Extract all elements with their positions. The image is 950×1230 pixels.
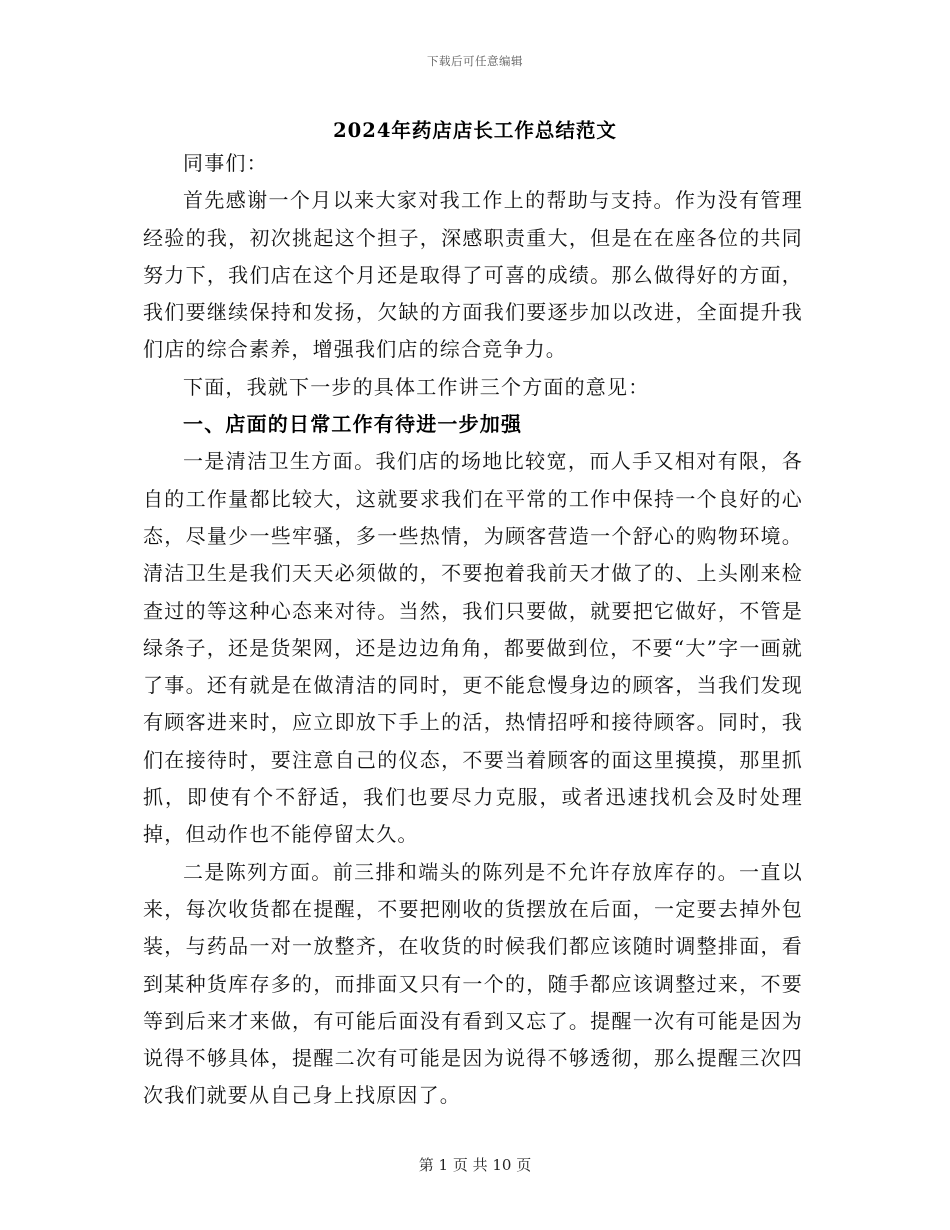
paragraph-display: 二是陈列方面。前三排和端头的陈列是不允许存放库存的。一直以来，每次收货都在提醒，不要把刚收的货摆放在后面，一定要去掉外包装，与药品一对一放整齐，在收货的时候我们都应该随时调整排面，看到某种货库存多的，而排面又只有一个的，随手都应该调整过来，不要等到后来才来做，有可能后面没有看到又忘了。提醒一次有可能是因为说得不够具体，提醒二次有可能是因为说得不够透彻，那么提醒三次四次我们就要从自己身上找原因了。 bbox=[143, 859, 803, 1108]
header-note: 下载后可任意编辑 bbox=[427, 54, 523, 68]
salutation: 同事们： bbox=[183, 151, 268, 175]
page-footer: 第 1 页 共 10 页 bbox=[418, 1156, 532, 1174]
paragraph-intro: 首先感谢一个月以来大家对我工作上的帮助与支持。作为没有管理经验的我，初次挑起这个担子，深感职责重大，但是在在座各位的共同努力下，我们店在这个月还是取得了可喜的成绩。那么做得好的方面，我们要继续保持和发扬，欠缺的方面我们要逐步加以改进，全面提升我们店的综合素养，增强我们店的综合竞争力。 bbox=[143, 188, 803, 362]
paragraph-cleaning: 一是清洁卫生方面。我们店的场地比较宽，而人手又相对有限，各自的工作量都比较大，这就要求我们在平常的工作中保持一个良好的心态，尽量少一些牢骚，多一些热情，为顾客营造一个舒心的购物环境。清洁卫生是我们天天必须做的，不要抱着我前天才做了的、上头刚来检查过的等这种心态来对待。当然，我们只要做，就要把它做好，不管是绿条子，还是货架网，还是边边角角，都要做到位，不要“大”字一画就了事。还有就是在做清洁的同时，更不能怠慢身边的顾客，当我们发现有顾客进来时，应立即放下手上的活，热情招呼和接待顾客。同时，我们在接待时，要注意自己的仪态，不要当着顾客的面这里摸摸，那里抓抓，即使有个不舒适，我们也要尽力克服，或者迅速找机会及时处理掉，但动作也不能停留太久。 bbox=[143, 449, 803, 847]
document-title: 2024年药店店长工作总结范文 bbox=[333, 119, 617, 142]
paragraph-outline: 下面，我就下一步的具体工作讲三个方面的意见： bbox=[183, 374, 650, 399]
section-heading-1: 一、店面的日常工作有待进一步加强 bbox=[183, 412, 523, 437]
document-body bbox=[143, 145, 803, 1115]
